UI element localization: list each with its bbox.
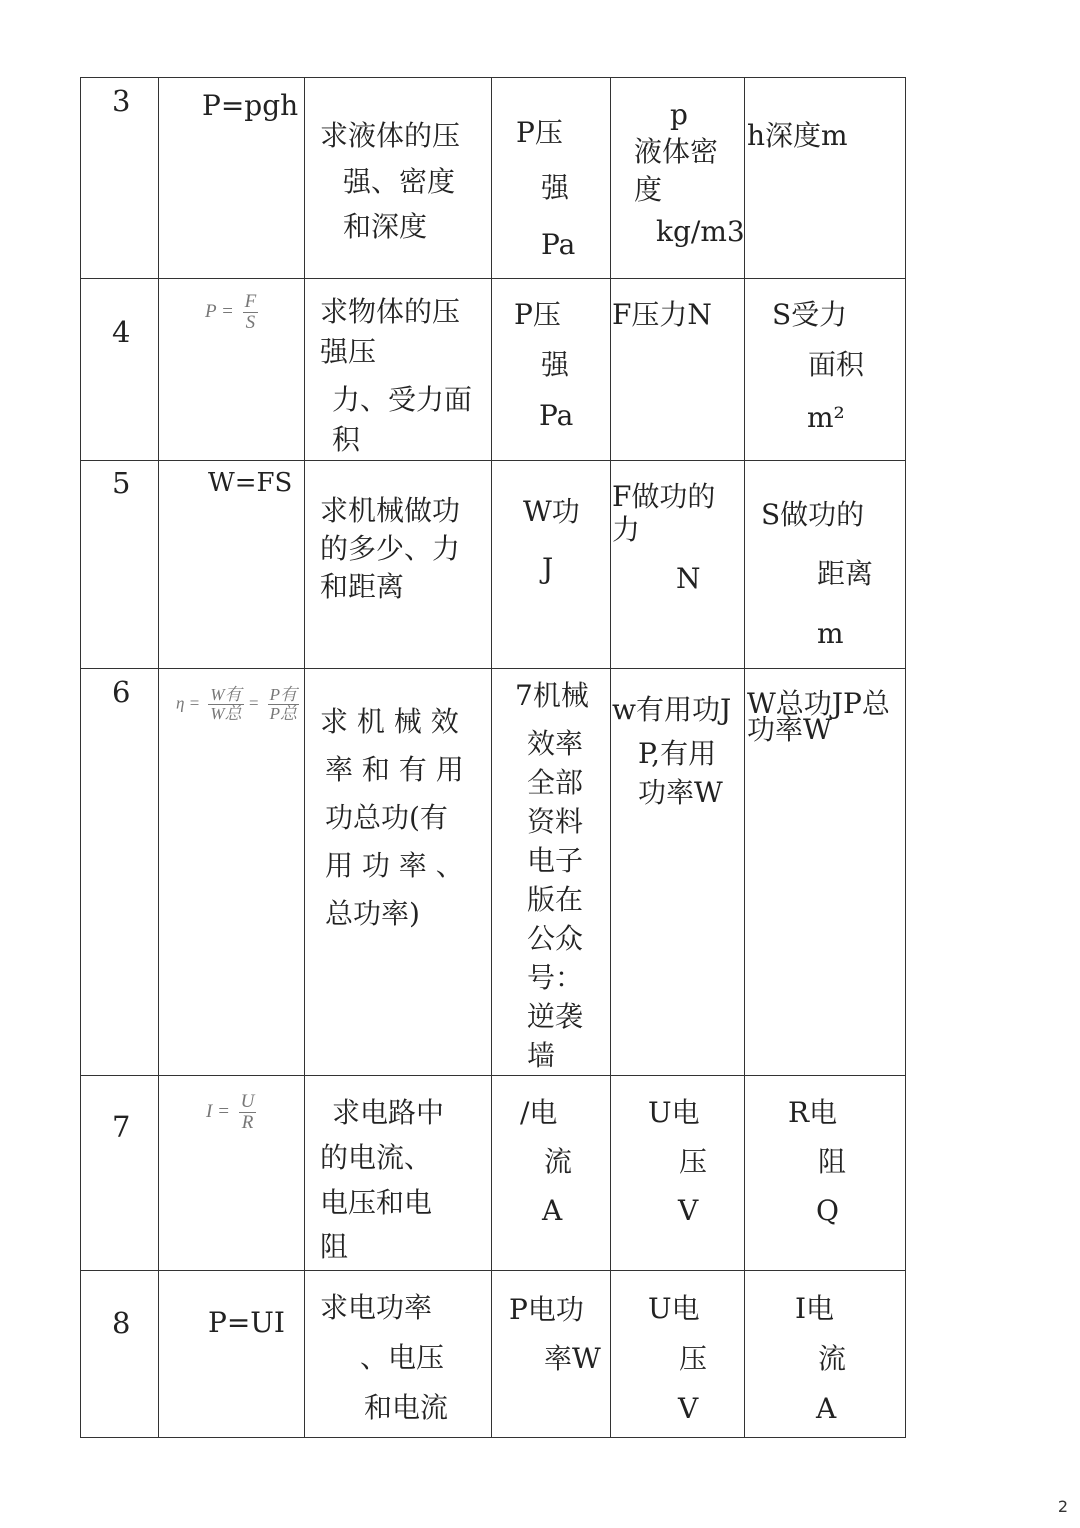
row-divider — [80, 1270, 906, 1271]
formula-denominator: R — [241, 1111, 254, 1133]
column-divider — [491, 77, 492, 1438]
formula-lhs: η = — [176, 693, 201, 713]
purpose-line: 求电路中 — [332, 1096, 445, 1129]
purpose-line: 、电压 — [360, 1341, 445, 1374]
quantity-1-line: Pa — [539, 399, 574, 432]
quantity-1-line: Pa — [541, 228, 576, 261]
formula-numerator: F — [244, 291, 257, 312]
row-number: 8 — [112, 1306, 131, 1340]
quantity-2-line: V — [678, 1392, 699, 1425]
quantity-3-line: Q — [816, 1194, 839, 1227]
quantity-1-line: 强 — [541, 171, 570, 204]
quantity-3-line: R电 — [788, 1096, 838, 1129]
purpose-line: 和深度 — [343, 210, 428, 243]
quantity-2-line: P,有用 — [638, 737, 717, 770]
quantity-1-line: 电子 — [527, 844, 584, 877]
quantity-1-line: 版在 — [527, 883, 584, 916]
purpose-line: 求电功率 — [320, 1291, 433, 1324]
quantity-3-line: A — [816, 1392, 837, 1425]
quantity-1-line: 号： — [527, 961, 584, 994]
purpose-line: 和距离 — [320, 570, 405, 603]
purpose-line: 力、受力面 — [332, 383, 473, 416]
purpose-line: 率 和 有 用 — [325, 753, 464, 786]
row-number: 5 — [112, 466, 131, 500]
purpose-line: 的多少、力 — [320, 532, 461, 565]
quantity-2-line: U电 — [648, 1096, 700, 1129]
quantity-2-line: 度 — [634, 173, 663, 206]
formula-text: P=pgh — [202, 89, 299, 122]
formula-text: W=FS — [208, 468, 293, 498]
quantity-1-line: W功 — [523, 495, 580, 528]
formula-text: P=UI — [208, 1306, 285, 1339]
column-divider — [610, 77, 611, 1438]
row-number: 3 — [112, 84, 131, 118]
quantity-3-line: 面积 — [808, 348, 865, 381]
formula-denominator: W总 — [210, 703, 242, 723]
formula-denominator: P总 — [269, 703, 297, 723]
quantity-1-line: 7机械 — [515, 679, 589, 712]
quantity-1-line: 流 — [544, 1145, 573, 1178]
quantity-2-line: 压 — [679, 1342, 708, 1375]
formula-image — [176, 686, 299, 723]
quantity-2-line: F压力N — [612, 298, 712, 331]
quantity-3-line: 距离 — [817, 557, 874, 590]
row-divider — [80, 1075, 906, 1076]
row-number: 7 — [112, 1110, 131, 1144]
purpose-line: 积 — [332, 423, 361, 456]
column-divider — [158, 77, 159, 1438]
quantity-1-line: P电功 — [509, 1293, 584, 1326]
purpose-line: 用 功 率 、 — [325, 849, 464, 882]
quantity-2-line: p — [670, 98, 688, 131]
formula-numerator: W有 — [210, 685, 242, 704]
quantity-3-line: m² — [807, 401, 845, 434]
quantity-1-line: J — [542, 552, 554, 585]
quantity-1-line: /电 — [520, 1096, 558, 1129]
quantity-1-line: 墙 — [527, 1039, 556, 1072]
quantity-2-line: 力 — [612, 513, 641, 546]
quantity-3-line: h深度m — [747, 119, 848, 152]
quantity-1-line: 率W — [544, 1342, 601, 1375]
quantity-1-line: 效率 — [527, 727, 584, 760]
row-number: 4 — [112, 315, 131, 349]
quantity-3-line: 功率W — [747, 713, 832, 746]
purpose-line: 求机械做功 — [320, 494, 461, 527]
formula-image — [206, 1092, 256, 1133]
page-number: 2 — [1057, 1497, 1068, 1516]
row-divider — [80, 460, 906, 461]
quantity-3-line: I电 — [795, 1292, 835, 1325]
quantity-1-line: 强 — [541, 348, 570, 381]
formula-numerator: U — [240, 1091, 255, 1112]
column-divider — [744, 77, 745, 1438]
purpose-line: 强、密度 — [343, 165, 456, 198]
quantity-1-line: P压 — [516, 116, 563, 149]
quantity-3-line: m — [817, 617, 844, 650]
formula-equals: = — [247, 693, 260, 713]
purpose-line: 求物体的压 — [320, 295, 461, 328]
quantity-2-line: 功率W — [638, 776, 723, 809]
purpose-line: 电压和电 — [320, 1186, 433, 1219]
purpose-line: 阻 — [320, 1230, 349, 1263]
quantity-2-line: N — [676, 562, 701, 595]
purpose-line: 和电流 — [364, 1391, 449, 1424]
purpose-line: 求 机 械 效 — [320, 705, 459, 738]
quantity-2-line: F做功的 — [612, 480, 716, 513]
purpose-line: 总功率) — [325, 897, 420, 930]
quantity-3-line: 阻 — [818, 1145, 847, 1178]
column-divider — [304, 77, 305, 1438]
row-divider — [80, 278, 906, 279]
quantity-2-line: w有用功J — [612, 693, 732, 726]
formula-numerator: P有 — [269, 685, 297, 704]
quantity-3-line: S做功的 — [761, 498, 865, 531]
formula-lhs: P = — [205, 300, 234, 322]
purpose-line: 强压 — [320, 335, 377, 368]
quantity-1-line: A — [542, 1194, 563, 1227]
quantity-2-line: 压 — [679, 1145, 708, 1178]
quantity-2-line: U电 — [648, 1292, 700, 1325]
quantity-1-line: 公众 — [527, 922, 584, 955]
quantity-2-line: V — [678, 1194, 699, 1227]
quantity-1-line: P压 — [514, 298, 561, 331]
row-divider — [80, 668, 906, 669]
quantity-3-line: W总功JP总 — [747, 687, 890, 720]
quantity-1-line: 全部 — [527, 766, 584, 799]
formula-denominator: S — [245, 311, 256, 333]
quantity-3-line: 流 — [818, 1342, 847, 1375]
quantity-2-line: kg/m3 — [656, 215, 745, 248]
quantity-2-line: 液体密 — [634, 135, 719, 168]
formula-lhs: I = — [206, 1100, 230, 1122]
purpose-line: 求液体的压 — [320, 119, 461, 152]
table-frame — [80, 77, 906, 1438]
purpose-line: 功总功(有 — [325, 801, 448, 834]
formula-image — [205, 292, 258, 333]
quantity-3-line: S受力 — [772, 298, 848, 331]
quantity-1-line: 逆袭 — [527, 1000, 584, 1033]
row-number: 6 — [112, 675, 131, 709]
purpose-line: 的电流、 — [320, 1141, 433, 1174]
quantity-1-line: 资料 — [527, 805, 584, 838]
